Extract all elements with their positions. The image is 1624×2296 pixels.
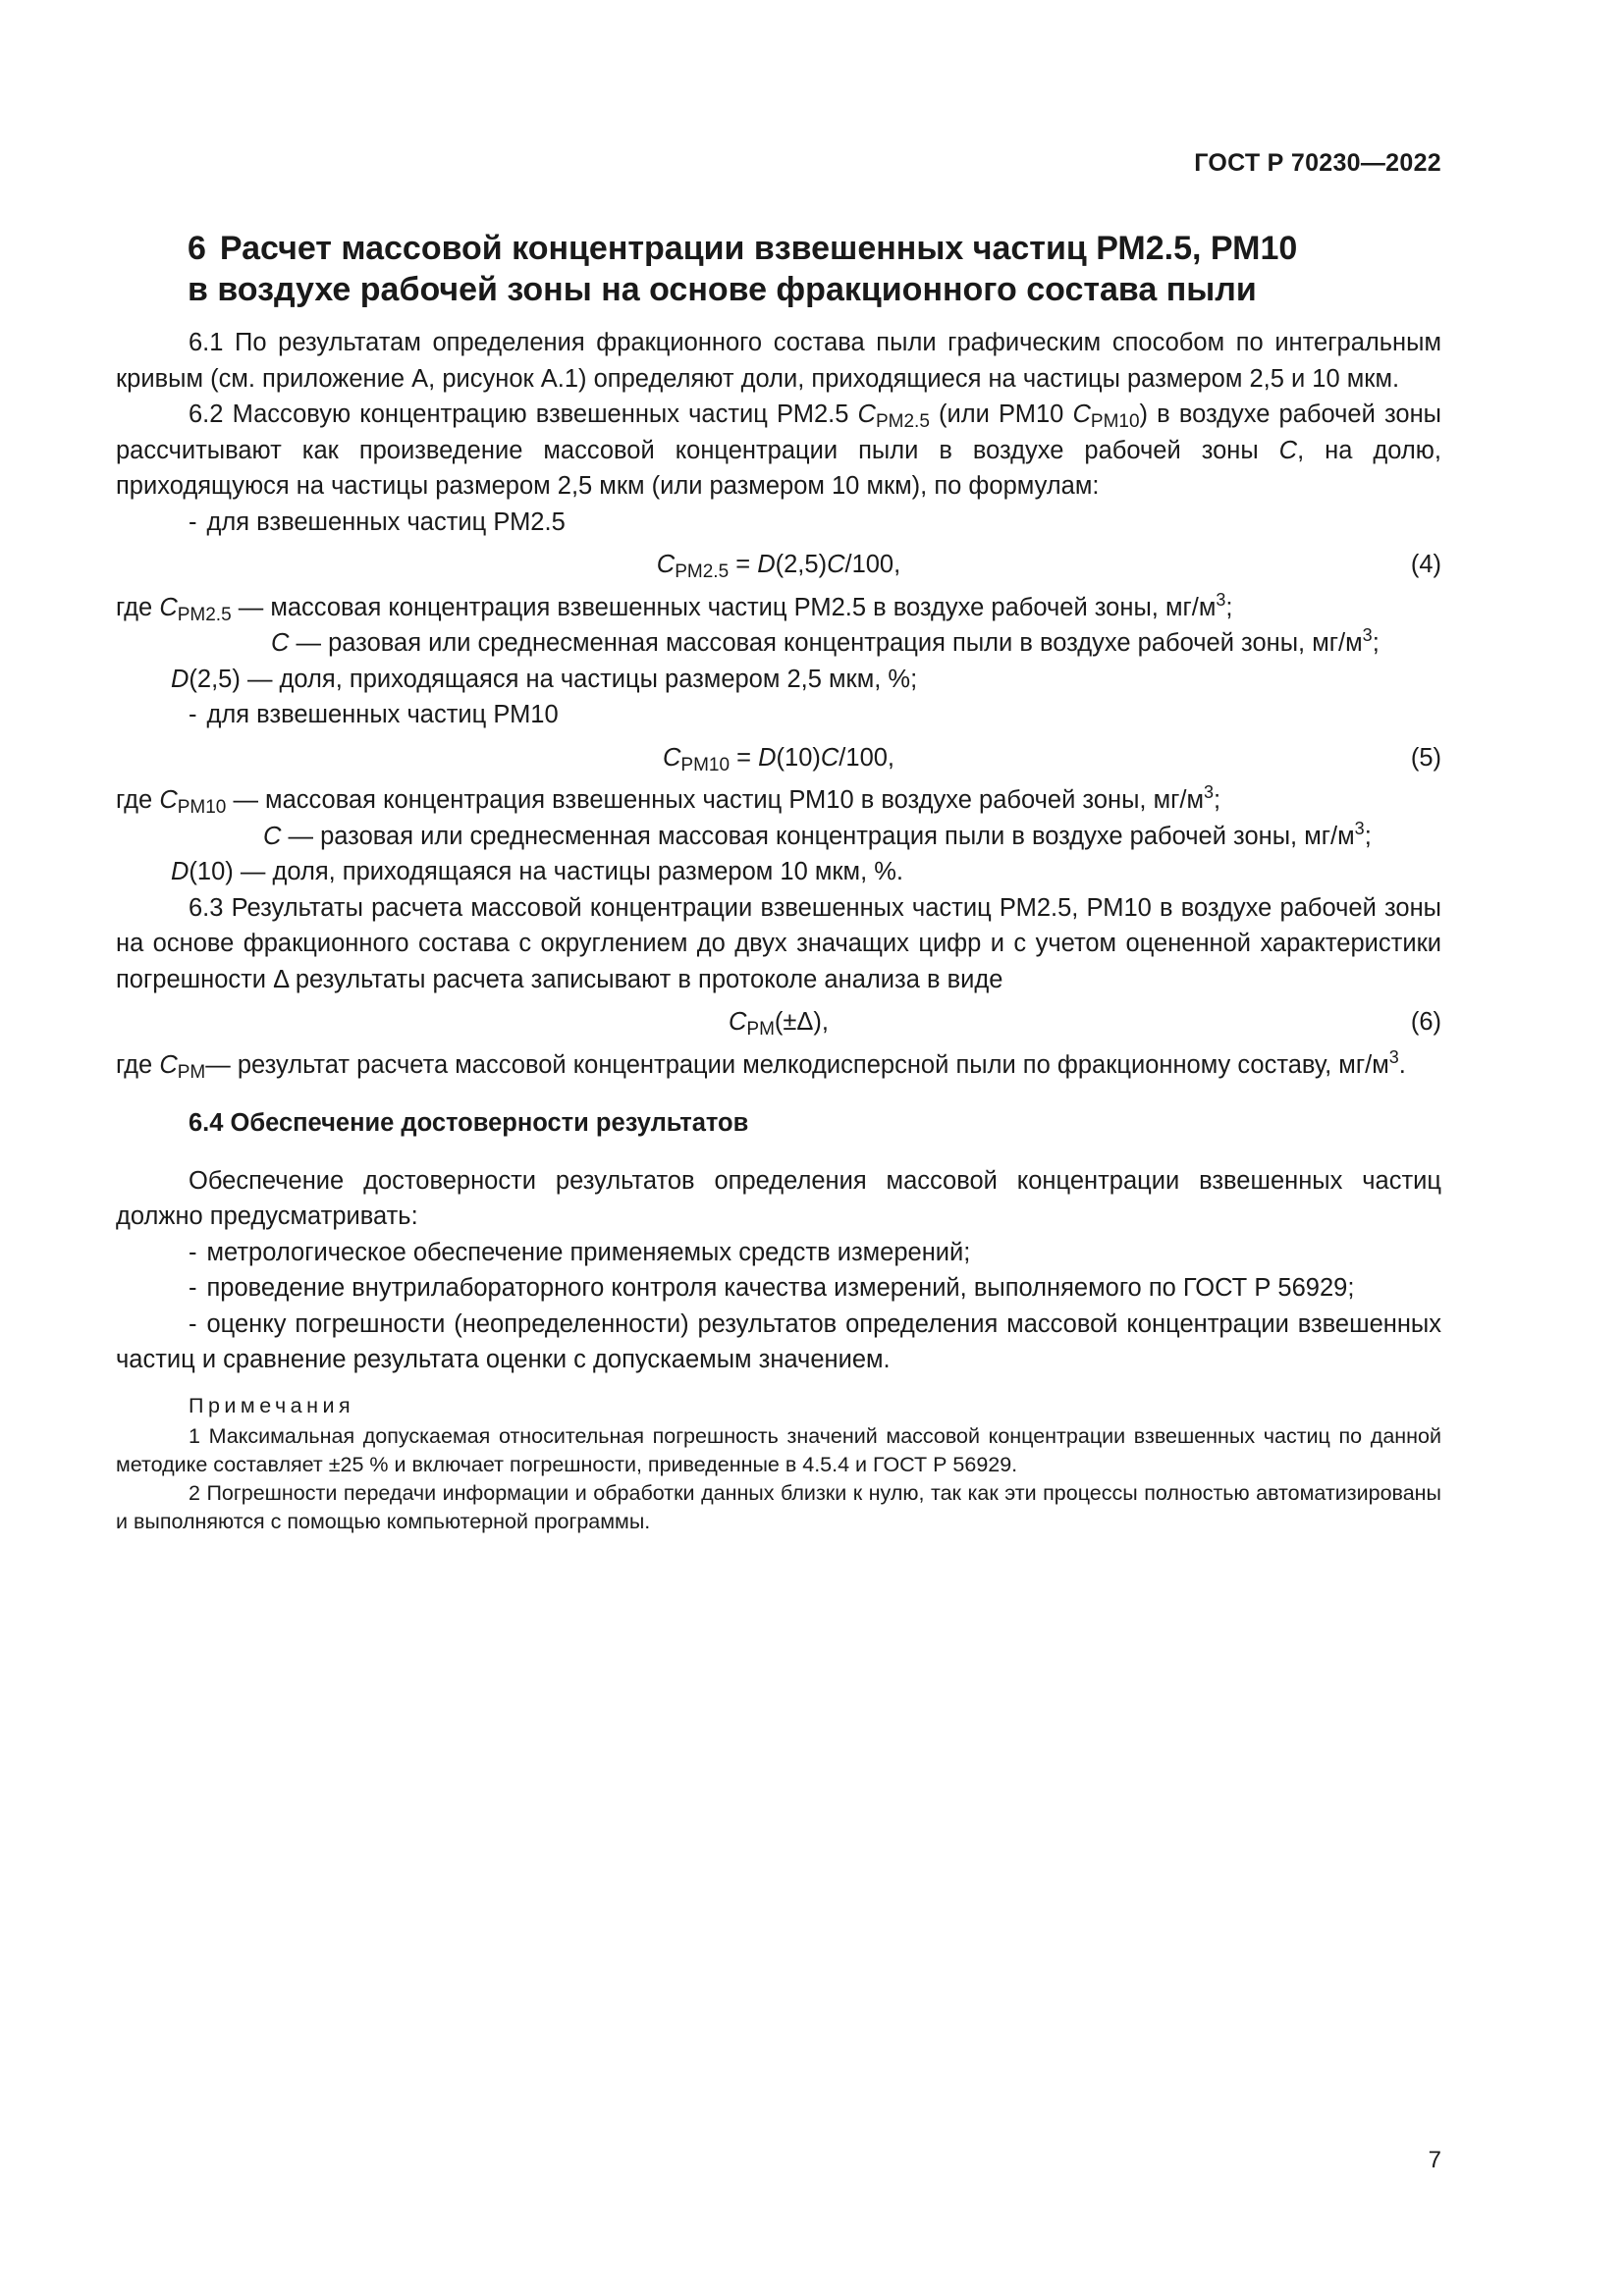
list-item: - метрологическое обеспечение применяемых средств измерений; — [189, 1238, 971, 1266]
note-1: 1 Максимальная допускаемая относительная погрешность значений массовой концентрации взвешенных частиц по данной методике составляет ±25 % и включает погрешности, приведенные в 4.5.4 и ГОСТ Р 56929. — [116, 1423, 1441, 1476]
formula-5-legend — [116, 782, 1441, 890]
page-number: 7 — [1428, 2147, 1441, 2173]
paragraph-6-4-intro: Обеспечение достоверности результатов определения массовой концентрации взвешенных частиц должно предусматривать: — [116, 1166, 1441, 1230]
note-2: 2 Погрешности передачи информации и обработки данных близки к нулю, так как эти процессы полностью автоматизированы и выполняются с помощью компьютерной программы. — [116, 1480, 1441, 1533]
formula-6: $C_{PM}(\pm\Delta)$, (6) — [116, 1004, 1441, 1041]
legend-d10: D(10) — доля, приходящаяся на частицы размером 10 мкм, %. — [171, 858, 903, 885]
equation-number-6: (6) — [1410, 1008, 1441, 1036]
paragraph-6-3: 6.3 Результаты расчета массовой концентрации взвешенных частиц РМ2.5, РМ10 в воздухе рабочей зоны на основе фракционного состава с округлением до двух значащих цифр и с учетом оцененной характеристики погрешности Δ результаты расчета записывают в протоколе анализа в виде — [116, 893, 1441, 993]
paragraph-6-1: 6.1 По результатам определения фракционного состава пыли графическим способом по интегральным кривым (см. приложение А, рисунок А.1) определяют доли, приходящиеся на частицы размером 2,5 и 10 мкм. — [116, 329, 1441, 393]
legend-c: C — разовая или среднесменная массовая концентрация пыли в воздухе рабочей зоны, $мг/м^3$; — [263, 818, 1372, 850]
notes-block — [116, 1392, 1441, 1536]
list-item-pm25: - для взвешенных частиц РМ2.5 — [189, 507, 566, 536]
list-item: - оценку погрешности (неопределенности) результатов определения массовой концентрации взвешенных частиц и сравнение результата оценки с допускаемым значением. — [116, 1309, 1441, 1373]
legend-c: C — разовая или среднесменная массовая концентрация пыли в воздухе рабочей зоны, $мг/м^3$; — [271, 625, 1380, 657]
equation-number-4: (4) — [1410, 551, 1441, 578]
section-title — [188, 228, 1444, 310]
list-item: - проведение внутрилабораторного контроля качества измерений, выполняемого по ГОСТ Р 56929; — [189, 1274, 1355, 1302]
formula-6-legend: где $C_{PM}$ — результат расчета массовой концентрации мелкодисперсной пыли по фракционному составу, $мг/м^3$. — [116, 1046, 1406, 1083]
equation-number-5: (5) — [1410, 743, 1441, 772]
legend-d25: D(2,5) — доля, приходящаяся на частицы размером 2,5 мкм, %; — [171, 665, 918, 693]
formula-4-legend — [116, 590, 1441, 698]
formula-4: $C_{PM2.5} = D(2,5)C/100$, (4) — [116, 547, 1441, 583]
section-title-line1: 6 Расчет массовой концентрации взвешенных частиц РМ2.5, РМ10 — [188, 230, 1298, 267]
section-title-line2: в воздухе рабочей зоны на основе фракционного состава пыли — [188, 271, 1257, 308]
section-number: 6 — [188, 230, 206, 267]
paragraph-6-2: 6.2 Массовую концентрацию взвешенных частиц РМ2.5 $C_{PM2.5}$ (или РМ10 $C_{PM10}$) в воздухе рабочей зоны рассчитывают как произведение массовой концентрации пыли в воздухе рабочей зоны C, на долю, приходящуюся на частицы размером 2,5 мкм (или размером 10 мкм), по формулам: — [116, 400, 1441, 500]
formula-5: $C_{PM10} = D(10)C/100$, (5) — [116, 740, 1441, 776]
subsection-title-6-4: 6.4 Обеспечение достоверности результатов — [189, 1109, 749, 1137]
section-body — [116, 325, 1441, 1536]
legend-cpm25: где $C_{PM2.5}$ — массовая концентрация взвешенных частиц РМ2.5 в воздухе рабочей зоны, $мг/м^3$; — [116, 589, 1233, 625]
notes-heading: Примечания — [189, 1393, 355, 1417]
list-item-pm10: - для взвешенных частиц РМ10 — [189, 701, 559, 728]
legend-cpm10: где $C_{PM10}$ — массовая концентрация взвешенных частиц РМ10 в воздухе рабочей зоны, $мг/м^3$; — [116, 782, 1221, 818]
document-code-header: ГОСТ Р 70230—2022 — [1194, 149, 1441, 177]
